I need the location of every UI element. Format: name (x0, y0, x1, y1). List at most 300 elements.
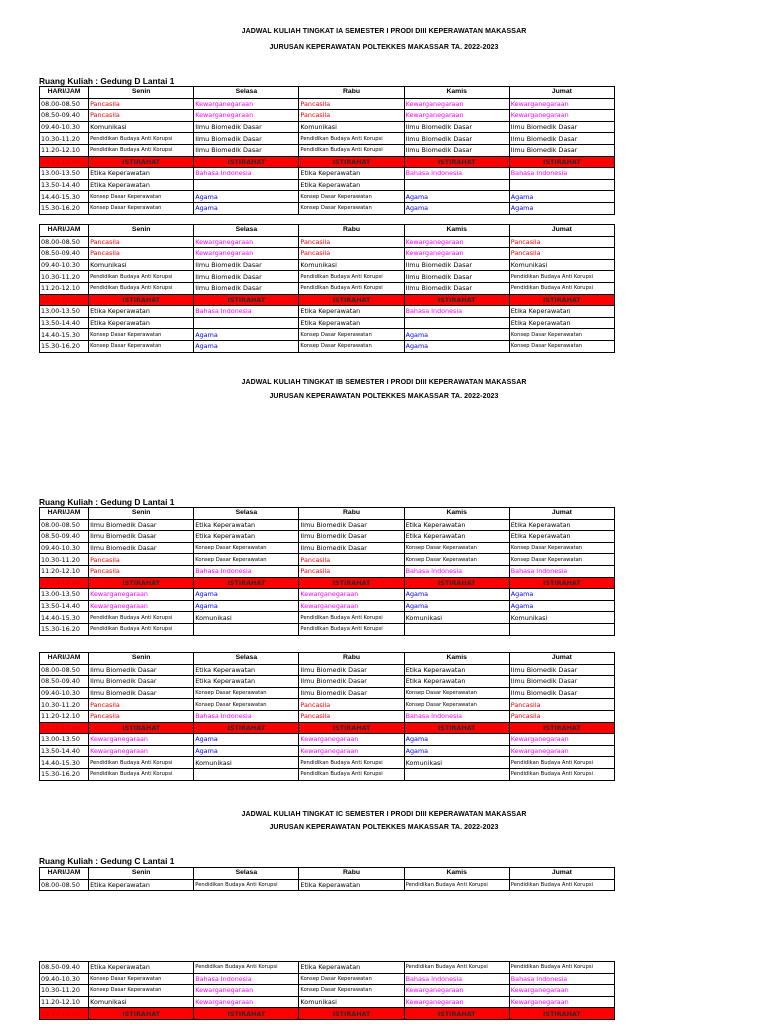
time-cell: 15.30-16.20 (40, 768, 89, 780)
table-row (40, 612, 615, 624)
table-row (40, 202, 615, 214)
course-cell: Pendidikan Budaya Anti Korupsi (299, 133, 404, 145)
break-cell: ISTIRAHAT (404, 577, 509, 589)
time-cell: 09.40-10.30 (40, 687, 89, 699)
header-day: Rabu (299, 653, 404, 665)
header-day: Jumat (509, 225, 614, 237)
schedule-table (39, 86, 615, 215)
break-cell: ISTIRAHAT (89, 577, 194, 589)
table-row (40, 317, 615, 329)
course-cell: Agama (194, 191, 299, 203)
schedule-table (39, 961, 615, 1020)
course-cell: Etika Keperawatan (299, 168, 404, 180)
time-cell: 13.50-14.40 (40, 179, 89, 191)
course-cell: Pancasila (509, 236, 614, 248)
course-cell: Pendidikan Budaya Anti Korupsi (89, 612, 194, 624)
break-cell: ISTIRAHAT (89, 156, 194, 168)
header-day: Rabu (299, 225, 404, 237)
time-cell: 11.20-12.10 (40, 996, 89, 1008)
course-cell: Bahasa Indonesia (509, 565, 614, 577)
time-cell: 13.00-13.50 (40, 168, 89, 180)
course-cell: Pancasila (509, 710, 614, 722)
course-cell: Kewarganegaraan (89, 734, 194, 746)
course-cell: Pendidikan Budaya Anti Korupsi (194, 879, 299, 891)
course-cell: Agama (404, 600, 509, 612)
course-cell: Komunikasi (299, 996, 404, 1008)
time-cell: 09.40-10.30 (40, 542, 89, 554)
course-cell: Konsep Dasar Keperawatan (194, 542, 299, 554)
course-cell: Ilmu Biomedik Dasar (509, 676, 614, 688)
schedule-table (39, 652, 615, 781)
time-cell: 08.50-09.40 (40, 962, 89, 974)
course-cell: Ilmu Biomedik Dasar (509, 121, 614, 133)
table-row (40, 236, 615, 248)
course-cell: Pendidikan Budaya Anti Korupsi (299, 623, 404, 635)
header-day: Selasa (194, 653, 299, 665)
break-cell: ISTIRAHAT (299, 1008, 404, 1020)
course-cell: Kewarganegaraan (404, 248, 509, 260)
time-cell: 12.10-13.00 (40, 156, 89, 168)
course-cell: Ilmu Biomedik Dasar (509, 144, 614, 156)
table-row (40, 248, 615, 260)
course-cell: Etika Keperawatan (194, 519, 299, 531)
header-hari-jam: HARI/JAM (40, 653, 89, 665)
table-row (40, 985, 615, 997)
course-cell: Ilmu Biomedik Dasar (194, 282, 299, 294)
header-day: Senin (89, 653, 194, 665)
course-cell: Kewarganegaraan (404, 110, 509, 122)
header-day: Kamis (404, 225, 509, 237)
course-cell: Ilmu Biomedik Dasar (194, 133, 299, 145)
course-cell: Kewarganegaraan (299, 745, 404, 757)
schedule-table (39, 507, 615, 636)
course-cell: Komunikasi (404, 612, 509, 624)
course-cell: Bahasa Indonesia (404, 168, 509, 180)
time-cell: 08.00-08.50 (40, 664, 89, 676)
table-row (40, 168, 615, 180)
table-row (40, 329, 615, 341)
schedule-table (39, 224, 615, 353)
table-row (40, 973, 615, 985)
course-cell: Pancasila (299, 699, 404, 711)
table-row (40, 144, 615, 156)
header-day: Senin (89, 87, 194, 99)
time-cell: 08.00-08.50 (40, 236, 89, 248)
time-cell: 12.10-13.00 (40, 722, 89, 734)
time-cell: 08.50-09.40 (40, 531, 89, 543)
table-row (40, 962, 615, 974)
course-cell: Pancasila (89, 98, 194, 110)
schedule-title: JADWAL KULIAH TINGKAT IA SEMESTER I PRODI DIII KEPERAWATAN MAKASSAR (241, 28, 527, 35)
course-cell: Konsep Dasar Keperawatan (509, 542, 614, 554)
course-cell: Konsep Dasar Keperawatan (404, 542, 509, 554)
course-cell: Bahasa Indonesia (194, 565, 299, 577)
table-row (40, 340, 615, 352)
course-cell: Agama (194, 202, 299, 214)
time-cell: 13.50-14.40 (40, 745, 89, 757)
course-cell: Ilmu Biomedik Dasar (194, 271, 299, 283)
table-row (40, 98, 615, 110)
header-hari-jam: HARI/JAM (40, 868, 89, 880)
course-cell: Agama (404, 340, 509, 352)
course-cell: Ilmu Biomedik Dasar (404, 144, 509, 156)
time-cell: 15.30-16.20 (40, 340, 89, 352)
time-cell: 12.10-13.00 (40, 1008, 89, 1020)
course-cell: Kewarganegaraan (404, 985, 509, 997)
course-cell: Kewarganegaraan (299, 600, 404, 612)
course-cell: Bahasa Indonesia (194, 973, 299, 985)
course-cell: Pancasila (299, 98, 404, 110)
course-cell: Konsep Dasar Keperawatan (89, 985, 194, 997)
course-cell (509, 623, 614, 635)
course-cell: Etika Keperawatan (89, 317, 194, 329)
course-cell: Agama (509, 202, 614, 214)
time-cell: 12.10-13.00 (40, 577, 89, 589)
course-cell: Ilmu Biomedik Dasar (89, 664, 194, 676)
time-cell: 10.30-11.20 (40, 271, 89, 283)
table-row (40, 577, 615, 589)
header-day: Selasa (194, 868, 299, 880)
header-hari-jam: HARI/JAM (40, 225, 89, 237)
course-cell: Bahasa Indonesia (404, 973, 509, 985)
course-cell (194, 623, 299, 635)
course-cell: Pancasila (89, 554, 194, 566)
time-cell: 10.30-11.20 (40, 699, 89, 711)
course-cell: Konsep Dasar Keperawatan (194, 687, 299, 699)
course-cell: Pendidikan Budaya Anti Korupsi (299, 757, 404, 769)
course-cell: Ilmu Biomedik Dasar (299, 687, 404, 699)
table-row (40, 156, 615, 168)
course-cell: Pendidikan Budaya Anti Korupsi (299, 271, 404, 283)
course-cell: Pendidikan Budaya Anti Korupsi (299, 282, 404, 294)
course-cell: Komunikasi (194, 757, 299, 769)
course-cell: Konsep Dasar Keperawatan (509, 554, 614, 566)
course-cell (404, 623, 509, 635)
time-cell: 09.40-10.30 (40, 259, 89, 271)
course-cell: Kewarganegaraan (89, 589, 194, 601)
course-cell: Ilmu Biomedik Dasar (509, 664, 614, 676)
time-cell: 13.00-13.50 (40, 734, 89, 746)
schedule-subtitle: JURUSAN KEPERAWATAN POLTEKKES MAKASSAR TA. 2022-2023 (269, 824, 499, 831)
course-cell: Ilmu Biomedik Dasar (194, 259, 299, 271)
course-cell: Kewarganegaraan (194, 110, 299, 122)
course-cell: Konsep Dasar Keperawatan (194, 554, 299, 566)
header-day: Senin (89, 225, 194, 237)
course-cell: Pancasila (89, 565, 194, 577)
schedule-table (39, 867, 615, 891)
time-cell: 12.10-13.00 (40, 294, 89, 306)
table-row (40, 676, 615, 688)
course-cell: Konsep Dasar Keperawatan (509, 340, 614, 352)
course-cell: Bahasa Indonesia (404, 710, 509, 722)
table-row (40, 623, 615, 635)
break-cell: ISTIRAHAT (194, 294, 299, 306)
course-cell: Kewarganegaraan (404, 996, 509, 1008)
course-cell: Ilmu Biomedik Dasar (404, 121, 509, 133)
header-day: Senin (89, 508, 194, 520)
course-cell: Konsep Dasar Keperawatan (89, 191, 194, 203)
course-cell: Konsep Dasar Keperawatan (299, 329, 404, 341)
course-cell: Pendidikan Budaya Anti Korupsi (404, 879, 509, 891)
course-cell: Kewarganegaraan (509, 110, 614, 122)
room-label: Ruang Kuliah : Gedung C Lantai 1 (39, 856, 175, 866)
table-row (40, 179, 615, 191)
course-cell: Kewarganegaraan (194, 248, 299, 260)
course-cell: Etika Keperawatan (299, 306, 404, 318)
time-cell: 14.40-15.30 (40, 329, 89, 341)
course-cell: Pancasila (509, 248, 614, 260)
table-row (40, 282, 615, 294)
break-cell: ISTIRAHAT (89, 1008, 194, 1020)
header-day: Kamis (404, 653, 509, 665)
course-cell: Etika Keperawatan (404, 519, 509, 531)
course-cell: Etika Keperawatan (89, 962, 194, 974)
course-cell: Komunikasi (89, 259, 194, 271)
course-cell: Komunikasi (299, 121, 404, 133)
course-cell: Kewarganegaraan (89, 745, 194, 757)
course-cell: Pancasila (509, 699, 614, 711)
course-cell: Kewarganegaraan (299, 734, 404, 746)
break-cell: ISTIRAHAT (404, 1008, 509, 1020)
course-cell: Ilmu Biomedik Dasar (509, 687, 614, 699)
time-cell: 08.00-08.50 (40, 519, 89, 531)
course-cell: Kewarganegaraan (194, 236, 299, 248)
course-cell: Komunikasi (89, 121, 194, 133)
course-cell: Pancasila (299, 710, 404, 722)
time-cell: 11.20-12.10 (40, 565, 89, 577)
course-cell: Ilmu Biomedik Dasar (404, 282, 509, 294)
table-row (40, 542, 615, 554)
course-cell: Pancasila (89, 110, 194, 122)
table-row (40, 133, 615, 145)
course-cell: Bahasa Indonesia (509, 168, 614, 180)
room-label: Ruang Kuliah : Gedung D Lantai 1 (39, 497, 175, 507)
time-cell: 08.50-09.40 (40, 676, 89, 688)
course-cell: Bahasa Indonesia (404, 306, 509, 318)
course-cell: Ilmu Biomedik Dasar (299, 531, 404, 543)
course-cell: Pancasila (299, 554, 404, 566)
course-cell: Etika Keperawatan (89, 879, 194, 891)
table-row (40, 110, 615, 122)
course-cell: Pendidikan Budaya Anti Korupsi (299, 768, 404, 780)
course-cell: Etika Keperawatan (299, 962, 404, 974)
course-cell: Pendidikan Budaya Anti Korupsi (89, 282, 194, 294)
course-cell: Pendidikan Budaya Anti Korupsi (89, 144, 194, 156)
course-cell: Pancasila (89, 699, 194, 711)
break-cell: ISTIRAHAT (509, 577, 614, 589)
course-cell: Komunikasi (404, 757, 509, 769)
course-cell: Konsep Dasar Keperawatan (89, 329, 194, 341)
course-cell: Konsep Dasar Keperawatan (89, 340, 194, 352)
table-row (40, 722, 615, 734)
course-cell: Ilmu Biomedik Dasar (299, 519, 404, 531)
course-cell: Kewarganegaraan (509, 985, 614, 997)
course-cell: Agama (404, 745, 509, 757)
course-cell: Agama (509, 600, 614, 612)
course-cell: Pendidikan Budaya Anti Korupsi (509, 962, 614, 974)
course-cell: Pendidikan Budaya Anti Korupsi (509, 768, 614, 780)
course-cell: Pancasila (299, 110, 404, 122)
course-cell: Etika Keperawatan (509, 531, 614, 543)
course-cell: Kewarganegaraan (509, 98, 614, 110)
time-cell: 11.20-12.10 (40, 710, 89, 722)
course-cell: Ilmu Biomedik Dasar (299, 664, 404, 676)
course-cell: Ilmu Biomedik Dasar (509, 133, 614, 145)
table-row (40, 554, 615, 566)
course-cell: Etika Keperawatan (404, 531, 509, 543)
table-row (40, 589, 615, 601)
break-cell: ISTIRAHAT (404, 722, 509, 734)
course-cell: Komunikasi (509, 259, 614, 271)
table-row (40, 879, 615, 891)
break-cell: ISTIRAHAT (194, 1008, 299, 1020)
header-hari-jam: HARI/JAM (40, 87, 89, 99)
course-cell (509, 179, 614, 191)
course-cell: Bahasa Indonesia (194, 306, 299, 318)
course-cell: Bahasa Indonesia (194, 168, 299, 180)
table-row (40, 271, 615, 283)
course-cell (194, 317, 299, 329)
schedule-title: JADWAL KULIAH TINGKAT IB SEMESTER I PRODI DIII KEPERAWATAN MAKASSAR (241, 379, 527, 386)
course-cell: Pancasila (89, 710, 194, 722)
table-header-row (40, 868, 615, 880)
time-cell: 11.20-12.10 (40, 144, 89, 156)
course-cell: Kewarganegaraan (509, 745, 614, 757)
table-row (40, 734, 615, 746)
course-cell: Pendidikan Budaya Anti Korupsi (194, 962, 299, 974)
time-cell: 15.30-16.20 (40, 202, 89, 214)
course-cell: Etika Keperawatan (89, 168, 194, 180)
table-header-row (40, 508, 615, 520)
course-cell: Ilmu Biomedik Dasar (89, 519, 194, 531)
header-day: Jumat (509, 508, 614, 520)
course-cell: Ilmu Biomedik Dasar (299, 676, 404, 688)
course-cell: Etika Keperawatan (509, 306, 614, 318)
course-cell: Agama (194, 734, 299, 746)
course-cell: Pendidikan Budaya Anti Korupsi (509, 282, 614, 294)
schedule-subtitle: JURUSAN KEPERAWATAN POLTEKKES MAKASSAR TA. 2022-2023 (269, 393, 499, 400)
course-cell: Pendidikan Budaya Anti Korupsi (89, 271, 194, 283)
course-cell: Konsep Dasar Keperawatan (89, 202, 194, 214)
course-cell: Pendidikan Budaya Anti Korupsi (299, 612, 404, 624)
table-row (40, 768, 615, 780)
course-cell: Pendidikan Budaya Anti Korupsi (89, 757, 194, 769)
course-cell: Etika Keperawatan (509, 317, 614, 329)
course-cell: Konsep Dasar Keperawatan (299, 973, 404, 985)
time-cell: 10.30-11.20 (40, 554, 89, 566)
course-cell: Bahasa Indonesia (509, 973, 614, 985)
time-cell: 08.50-09.40 (40, 248, 89, 260)
course-cell: Kewarganegaraan (404, 236, 509, 248)
time-cell: 09.40-10.30 (40, 973, 89, 985)
course-cell: Agama (194, 600, 299, 612)
course-cell: Konsep Dasar Keperawatan (404, 699, 509, 711)
time-cell: 14.40-15.30 (40, 757, 89, 769)
course-cell (404, 768, 509, 780)
header-day: Senin (89, 868, 194, 880)
course-cell: Etika Keperawatan (404, 664, 509, 676)
course-cell: Konsep Dasar Keperawatan (299, 985, 404, 997)
table-header-row (40, 87, 615, 99)
course-cell: Kewarganegaraan (194, 98, 299, 110)
course-cell: Konsep Dasar Keperawatan (89, 973, 194, 985)
course-cell: Kewarganegaraan (89, 600, 194, 612)
course-cell: Etika Keperawatan (299, 317, 404, 329)
time-cell: 08.00-08.50 (40, 879, 89, 891)
course-cell: Etika Keperawatan (299, 879, 404, 891)
break-cell: ISTIRAHAT (194, 722, 299, 734)
course-cell: Pancasila (299, 248, 404, 260)
course-cell: Komunikasi (509, 612, 614, 624)
course-cell: Agama (404, 329, 509, 341)
course-cell: Konsep Dasar Keperawatan (299, 202, 404, 214)
break-cell: ISTIRAHAT (89, 294, 194, 306)
break-cell: ISTIRAHAT (509, 156, 614, 168)
time-cell: 11.20-12.10 (40, 282, 89, 294)
table-row (40, 600, 615, 612)
table-row (40, 699, 615, 711)
course-cell: Pendidikan Budaya Anti Korupsi (89, 623, 194, 635)
course-cell: Pancasila (89, 236, 194, 248)
course-cell: Konsep Dasar Keperawatan (404, 554, 509, 566)
course-cell: Etika Keperawatan (194, 531, 299, 543)
time-cell: 08.50-09.40 (40, 110, 89, 122)
course-cell: Agama (194, 329, 299, 341)
break-cell: ISTIRAHAT (404, 294, 509, 306)
table-row (40, 565, 615, 577)
course-cell (194, 768, 299, 780)
schedule-title: JADWAL KULIAH TINGKAT IC SEMESTER I PRODI DIII KEPERAWATAN MAKASSAR (241, 811, 527, 818)
course-cell: Etika Keperawatan (194, 664, 299, 676)
header-hari-jam: HARI/JAM (40, 508, 89, 520)
course-cell: Bahasa Indonesia (404, 565, 509, 577)
course-cell: Pendidikan Budaya Anti Korupsi (509, 757, 614, 769)
course-cell: Etika Keperawatan (509, 519, 614, 531)
course-cell: Konsep Dasar Keperawatan (509, 329, 614, 341)
table-row (40, 519, 615, 531)
time-cell: 08.00-08.50 (40, 98, 89, 110)
header-day: Rabu (299, 508, 404, 520)
course-cell: Agama (194, 340, 299, 352)
break-cell: ISTIRAHAT (89, 722, 194, 734)
header-day: Kamis (404, 508, 509, 520)
break-cell: ISTIRAHAT (299, 722, 404, 734)
course-cell: Konsep Dasar Keperawatan (404, 687, 509, 699)
course-cell: Kewarganegaraan (509, 996, 614, 1008)
table-row (40, 531, 615, 543)
course-cell: Komunikasi (89, 996, 194, 1008)
course-cell: Pendidikan Budaya Anti Korupsi (509, 271, 614, 283)
course-cell: Agama (194, 589, 299, 601)
course-cell: Kewarganegaraan (509, 734, 614, 746)
time-cell: 13.50-14.40 (40, 317, 89, 329)
table-row (40, 259, 615, 271)
course-cell: Pancasila (89, 248, 194, 260)
break-cell: ISTIRAHAT (299, 156, 404, 168)
time-cell: 10.30-11.20 (40, 133, 89, 145)
course-cell: Kewarganegaraan (404, 98, 509, 110)
table-row (40, 664, 615, 676)
course-cell: Kewarganegaraan (194, 985, 299, 997)
time-cell: 13.00-13.50 (40, 589, 89, 601)
course-cell: Agama (194, 745, 299, 757)
break-cell: ISTIRAHAT (194, 156, 299, 168)
break-cell: ISTIRAHAT (509, 1008, 614, 1020)
header-day: Rabu (299, 868, 404, 880)
course-cell: Etika Keperawatan (194, 676, 299, 688)
course-cell: Agama (509, 191, 614, 203)
course-cell: Agama (404, 202, 509, 214)
